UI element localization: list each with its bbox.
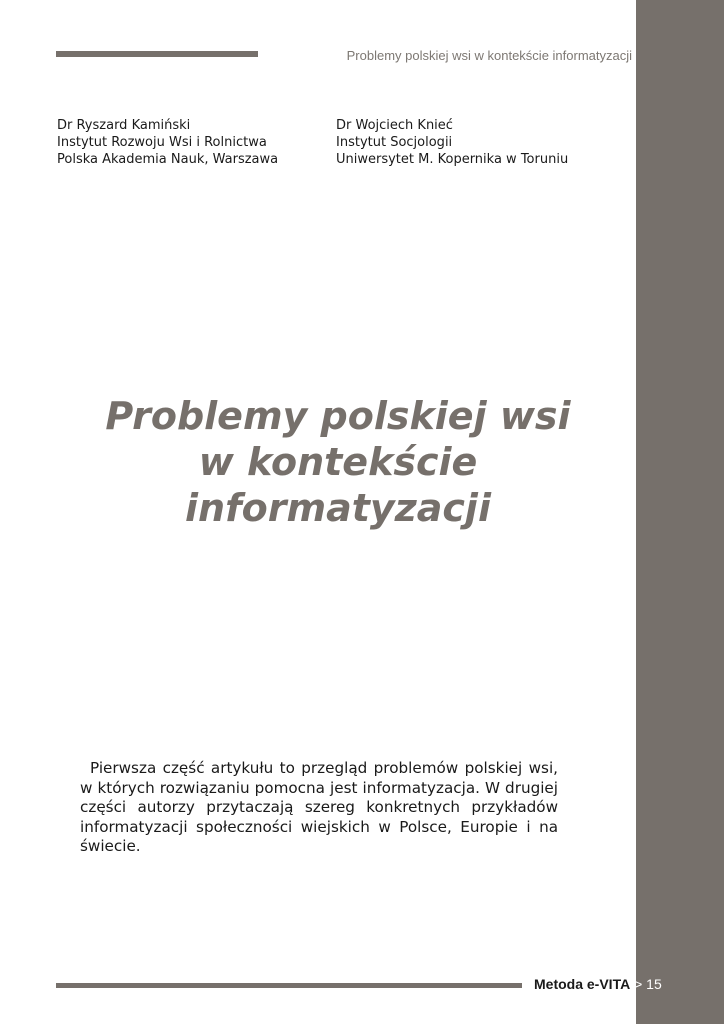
author-name: Dr Wojciech Knieć: [336, 118, 453, 133]
running-header: Problemy polskiej wsi w kontekście informatyzacji: [346, 48, 632, 63]
author-block-2: [336, 117, 568, 168]
footer-rule: [56, 983, 522, 988]
title-line: Problemy polskiej wsi: [105, 394, 571, 438]
chevron-right-icon: >: [634, 976, 643, 992]
header-rule: [56, 51, 258, 57]
side-bar-decoration: [636, 0, 724, 1024]
author-institute: Instytut Rozwoju Wsi i Rolnictwa: [57, 135, 267, 150]
author-block-1: [57, 117, 278, 168]
journal-name: Metoda e-VITA: [534, 976, 631, 992]
title-line: informatyzacji: [185, 486, 491, 530]
abstract: Pierwsza część artykułu to przegląd problemów polskiej wsi, w których rozwiązaniu pomocna jest informatyzacja. W drugiej części autorzy przytaczają szereg konkretnych przykładów informatyzacji społeczności wiejskich w Polsce, Europie i na świecie.: [80, 759, 558, 855]
article-title: [56, 393, 620, 531]
title-line: w kontekście: [198, 440, 478, 484]
footer: [534, 976, 662, 992]
author-institute: Instytut Socjologii: [336, 135, 453, 150]
author-name: Dr Ryszard Kamiński: [57, 118, 191, 133]
author-organization: Polska Akademia Nauk, Warszawa: [57, 152, 279, 167]
author-organization: Uniwersytet M. Kopernika w Toruniu: [336, 152, 569, 167]
page-number: 15: [646, 976, 662, 992]
